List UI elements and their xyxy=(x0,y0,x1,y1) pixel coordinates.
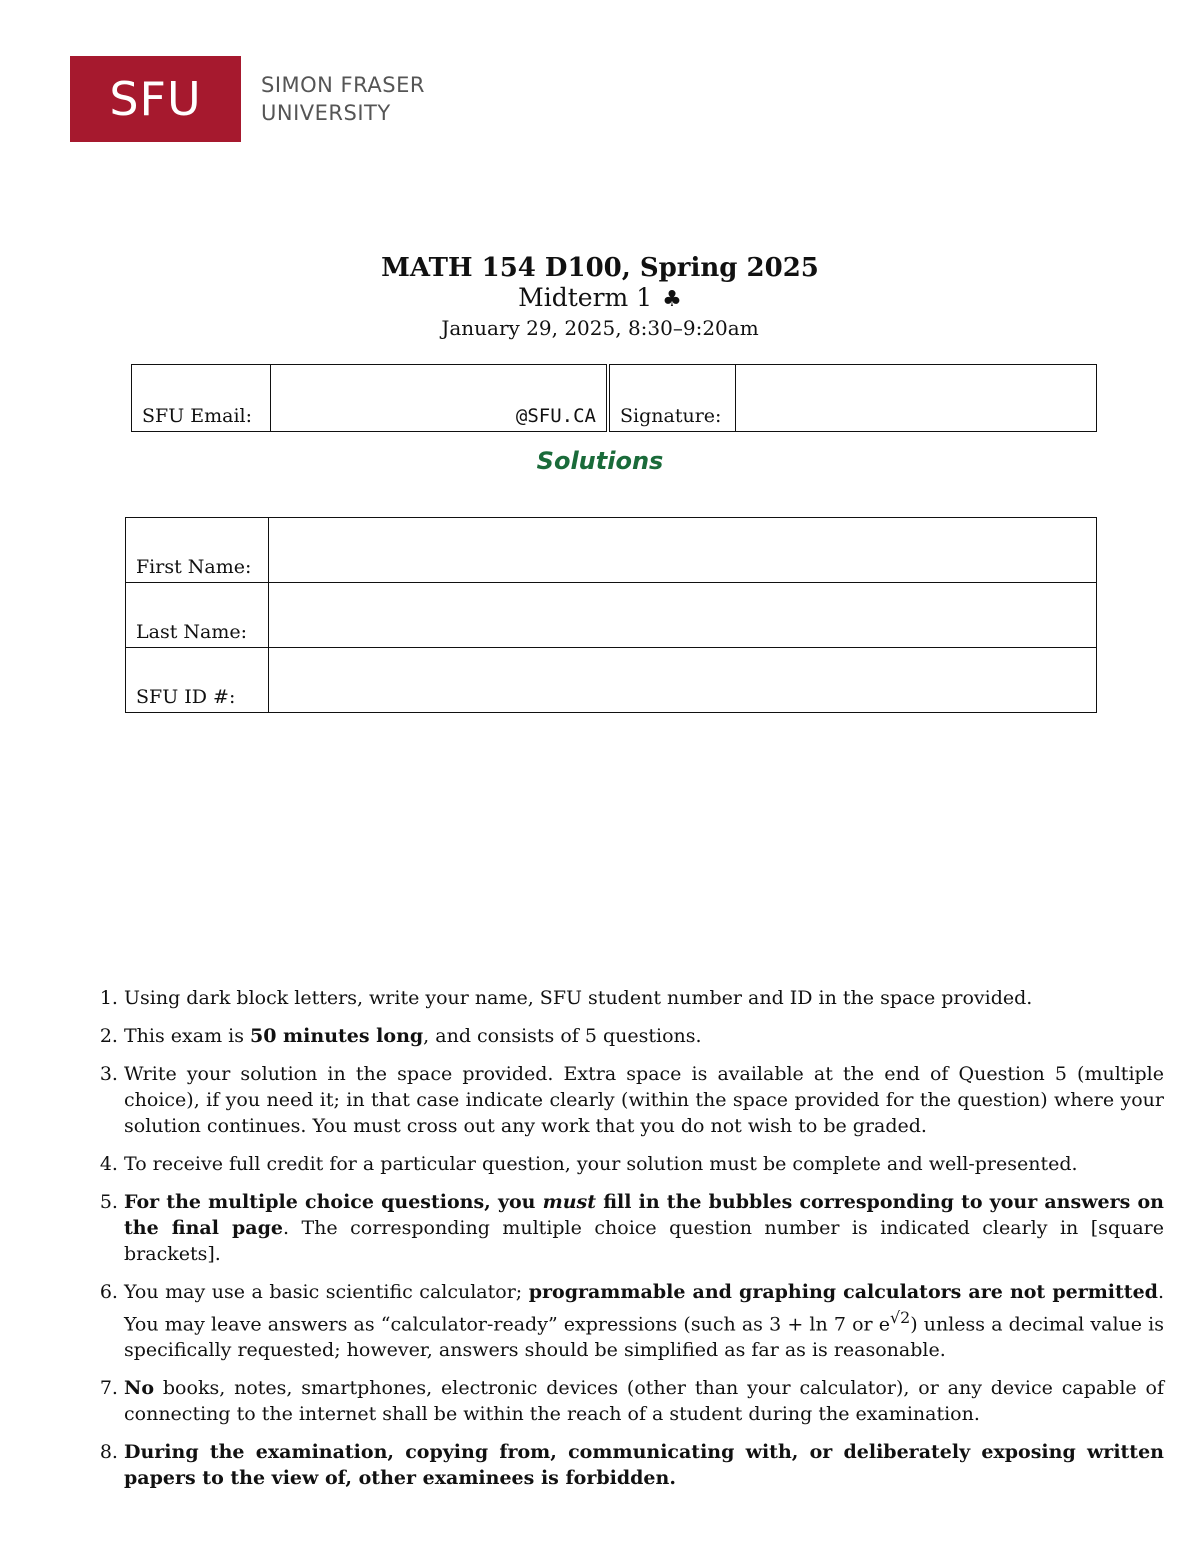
sfu-id-field[interactable] xyxy=(269,648,1097,713)
logo-wordmark xyxy=(261,71,425,127)
email-suffix: @SFU.CA xyxy=(515,405,596,427)
exam-date: January 29, 2025, 8:30–9:20am xyxy=(441,316,759,340)
first-name-field[interactable] xyxy=(269,518,1097,583)
instruction-1: 1. Using dark block letters, write your name, SFU student number and ID in the space provided. xyxy=(124,985,1164,1011)
last-name-label: Last Name: xyxy=(126,583,269,648)
instruction-2: 2. This exam is 50 minutes long, and consists of 5 questions. xyxy=(124,1023,1164,1049)
instruction-5: 5. For the multiple choice questions, you must fill in the bubbles corresponding to your answers on the final page. The corresponding multiple choice question number is indicated clearly in [square brackets]. xyxy=(124,1189,1164,1267)
signature-label: Signature: xyxy=(608,365,736,432)
email-signature-table xyxy=(131,364,1097,432)
last-name-field[interactable] xyxy=(269,583,1097,648)
exam-title: MATH 154 D100, Spring 2025 xyxy=(381,253,819,283)
exam-header xyxy=(0,252,1200,342)
instruction-6: 6. You may use a basic scientific calculator; programmable and graphing calculators are not permitted. You may leave answers as “calculator-ready” expressions (such as 3 + ln 7 or $e^{√2}$) unless a decimal value is specifically requested; however, answers should be simplified as far as is reasonable. xyxy=(124,1279,1164,1363)
subtitle-text: Midterm 1 xyxy=(518,283,653,312)
exam-subtitle xyxy=(0,284,1200,314)
sfu-logo xyxy=(70,56,425,142)
instructions-list xyxy=(90,985,1164,1503)
signature-field[interactable] xyxy=(736,365,1097,432)
club-icon: ♣ xyxy=(662,287,682,312)
instruction-4: 4. To receive full credit for a particular question, your solution must be complete and well-presented. xyxy=(124,1151,1164,1177)
instruction-3: 3. Write your solution in the space provided. Extra space is available at the end of Question 5 (multiple choice), if you need it; in that case indicate clearly (within the space provided for the question) where your solution continues. You must cross out any work that you do not wish to be graded. xyxy=(124,1061,1164,1139)
logo-line-2: UNIVERSITY xyxy=(261,101,391,125)
first-name-label: First Name: xyxy=(126,518,269,583)
email-label: SFU Email: xyxy=(132,365,271,432)
email-field[interactable] xyxy=(271,365,609,432)
sfu-id-label: SFU ID #: xyxy=(126,648,269,713)
logo-box: SFU xyxy=(70,56,241,142)
handwritten-solutions: Solutions xyxy=(536,447,664,475)
instruction-7: 7. No books, notes, smartphones, electronic devices (other than your calculator), or any device capable of connecting to the internet shall be within the reach of a student during the examination. xyxy=(124,1375,1164,1427)
student-info-table xyxy=(125,517,1097,713)
instruction-8: 8. During the examination, copying from, communicating with, or deliberately exposing written papers to the view of, other examinees is forbidden. xyxy=(124,1439,1164,1491)
logo-line-1: SIMON FRASER xyxy=(261,73,425,97)
